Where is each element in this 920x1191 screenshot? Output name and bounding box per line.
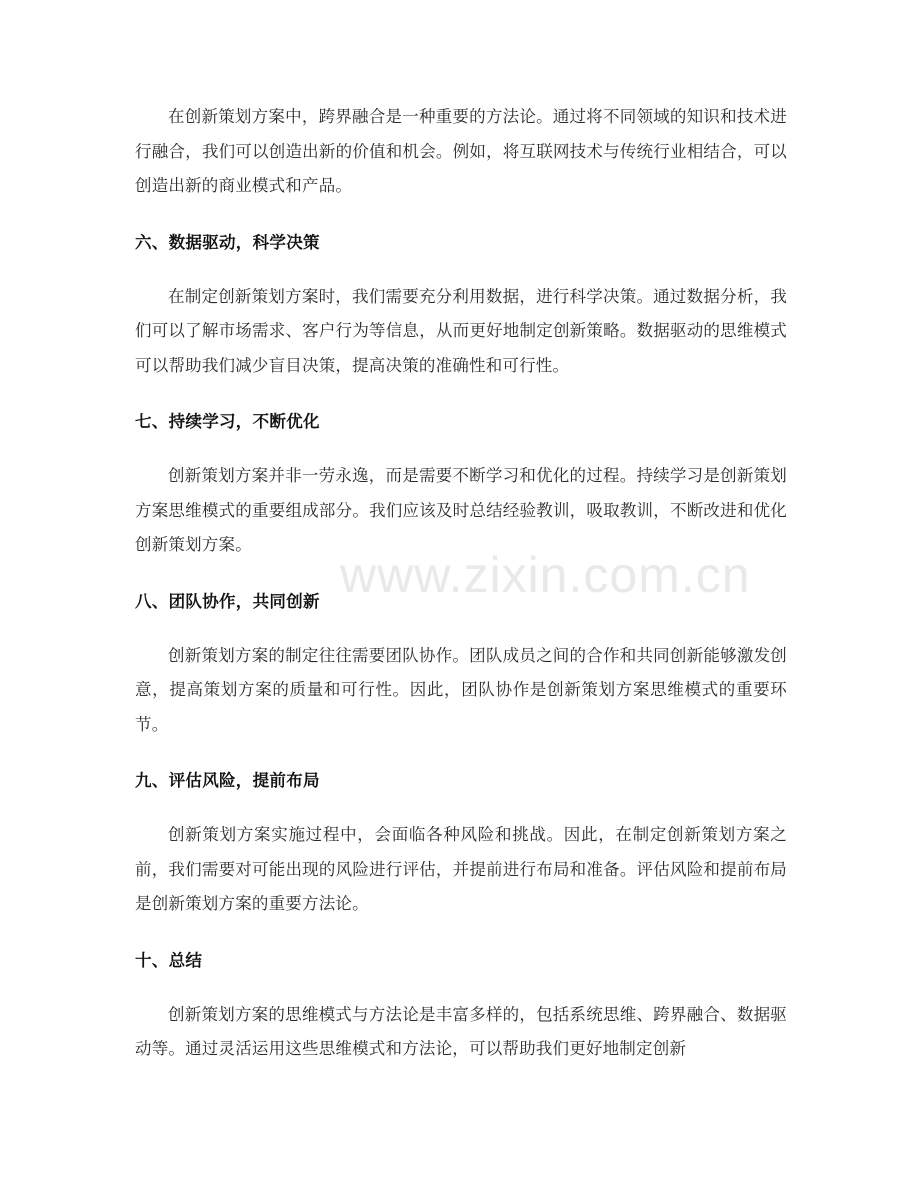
section-summary bbox=[135, 944, 787, 1067]
section-risk-assessment bbox=[135, 764, 787, 922]
section-heading: 六、数据驱动，科学决策 bbox=[135, 232, 320, 252]
document-page bbox=[135, 100, 787, 1067]
section-heading: 八、团队协作，共同创新 bbox=[135, 591, 320, 611]
section-team-collaboration bbox=[135, 585, 787, 743]
section-continuous-learning bbox=[135, 405, 787, 563]
section-heading: 十、总结 bbox=[135, 950, 203, 970]
section-data-driven bbox=[135, 226, 787, 384]
intro-paragraph: 在创新策划方案中，跨界融合是一种重要的方法论。通过将不同领域的知识和技术进行融合，我们可以创造出新的价值和机会。例如，将互联网技术与传统行业相结合，可以创造出新的商业模式和产品。 bbox=[135, 107, 787, 195]
section-paragraph: 创新策划方案的思维模式与方法论是丰富多样的，包括系统思维、跨界融合、数据驱动等。通过灵活运用这些思维模式和方法论，可以帮助我们更好地制定创新 bbox=[135, 1004, 787, 1058]
watermark: www.zixin.com.cn bbox=[340, 547, 751, 603]
section-heading: 九、评估风险，提前布局 bbox=[135, 771, 320, 790]
section-heading: 七、持续学习，不断优化 bbox=[135, 412, 320, 431]
section-paragraph: 创新策划方案的制定往往需要团队协作。团队成员之间的合作和共同创新能够激发创意，提高策划方案的质量和可行性。因此，团队协作是创新策划方案思维模式的重要环节。 bbox=[135, 645, 787, 734]
section-paragraph: 创新策划方案实施过程中，会面临各种风险和挑战。因此，在制定创新策划方案之前，我们需要对可能出现的风险进行评估，并提前进行布局和准备。评估风险和提前布局是创新策划方案的重要方法论。 bbox=[135, 825, 787, 913]
section-paragraph: 创新策划方案并非一劳永逸，而是需要不断学习和优化的过程。持续学习是创新策划方案思维模式的重要组成部分。我们应该及时总结经验教训，吸取教训，不断改进和优化创新策划方案。 bbox=[135, 466, 787, 554]
section-paragraph: 在制定创新策划方案时，我们需要充分利用数据，进行科学决策。通过数据分析，我们可以了解市场需求、客户行为等信息，从而更好地制定创新策略。数据驱动的思维模式可以帮助我们减少盲目决策，提高决策的准确性和可行性。 bbox=[135, 286, 787, 375]
